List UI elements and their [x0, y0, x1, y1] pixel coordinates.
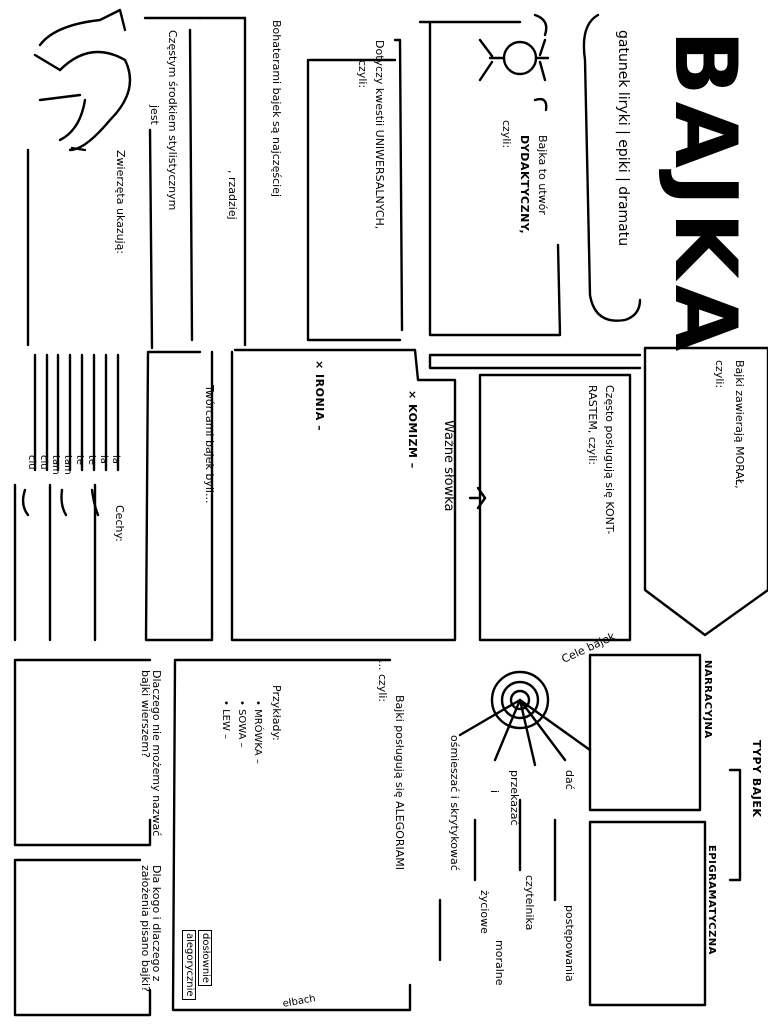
moral-line2: czyli:: [713, 360, 726, 389]
feature-stripe-5: tam: [62, 455, 73, 475]
universal-box: [308, 40, 402, 340]
goal-osmieszac: ośmieszać i skrytykować: [448, 735, 461, 871]
goal-postepowania: postępowania: [563, 905, 576, 982]
goal-przekazac: przekazać: [508, 770, 521, 826]
heroes-line1: Bohaterami bajek są najczęściej: [270, 20, 283, 197]
heroes-line3: Częstym środkiem stylistycznym: [166, 30, 179, 211]
allegory-example-lew: • LEW –: [220, 700, 231, 740]
authors-label: Twórcami bajek byli...: [203, 385, 216, 504]
types-label: TYPY BAJEK: [750, 740, 763, 818]
features-label: Cechy:: [113, 505, 126, 542]
moral-connector: [430, 355, 640, 368]
feature-stripe-3: te: [86, 455, 97, 466]
keywords-label: Ważne słówka: [441, 420, 456, 512]
feature-stripe-6: tam: [50, 455, 61, 475]
bird-doodle: [40, 10, 130, 150]
keyword-ironia: × IRONIA –: [313, 360, 326, 432]
question1-box: [15, 660, 150, 845]
types-bracket: [730, 770, 740, 880]
type-narrative-box: [590, 655, 700, 810]
intro-line2: DYDAKTYCZNY,: [518, 135, 531, 235]
feature-stripe-8: ciu: [26, 455, 37, 470]
heroes-line4: jest: [148, 105, 161, 125]
contrast-line2: RASTEM, czyli:: [586, 385, 599, 466]
allegory-line2: ... czyli:: [376, 660, 389, 703]
goal-i: i: [488, 790, 501, 794]
moral-pennant: [645, 348, 768, 635]
goal-moralne: moralne: [493, 940, 506, 986]
arrow-mark: [470, 488, 485, 508]
allegory-tag-allegorical: alegorycznie: [182, 930, 196, 1000]
keywords-box: [232, 350, 455, 640]
type-epigram-box: [590, 822, 705, 1005]
question-2: Dla kogo i dlaczego z założenia pisano bajki?: [139, 865, 163, 992]
universal-line2: czyli:: [356, 60, 369, 89]
moral-line1: Bajki zawierają MORAŁ,: [733, 360, 746, 489]
heroes-lines: [28, 18, 245, 348]
intro-line3: czyli:: [500, 120, 513, 149]
type-narrative: NARRACYJNA: [702, 660, 713, 739]
contrast-line1: Często posługują się KONT-: [603, 385, 616, 535]
features-stripes: [35, 355, 121, 470]
allegory-line1: Bajki posługują się ALEGORIAMI: [393, 695, 406, 871]
author-signature: ełbach: [281, 993, 317, 1010]
type-epigram: EPIGRAMATYCZNA: [706, 845, 717, 955]
goals-label: Cele bajek: [559, 629, 618, 666]
goal-czytelnika: czytelnika: [523, 875, 536, 931]
features-lines: [15, 485, 95, 640]
feature-stripe-2: la: [98, 455, 109, 464]
target-arrows: [460, 700, 590, 765]
page-title: BAJKA: [655, 30, 755, 358]
feature-stripe-4: te: [74, 455, 85, 466]
allegory-examples-label: Przykłady:: [270, 685, 283, 741]
question-1: Dlaczego nie możemy nazwać bajki wierszem?: [139, 670, 163, 837]
goal-dac: dać: [563, 770, 576, 790]
allegory-example-sowa: • SOWA –: [236, 700, 247, 748]
allegory-example-mrowka: • MRÓWKA –: [252, 700, 263, 764]
stick-figure-head: [504, 42, 536, 74]
universal-line1: Dotyczy kwestii UNIWERSALNYCH,: [373, 40, 386, 230]
question2-box: [15, 860, 150, 1015]
feature-stripe-1: la: [110, 455, 121, 464]
keyword-komizm: × KOMIZM –: [406, 390, 419, 469]
subtitle-bubble: [584, 15, 640, 321]
page-subtitle: gatunek liryki | epiki | dramatu: [615, 30, 631, 247]
allegory-tag-literal: dosłownie: [198, 930, 212, 986]
heroes-line5: Zwierzęta ukazują:: [114, 150, 127, 255]
goal-zyciowe: życiowe: [478, 890, 491, 934]
intro-line1: Bajka to utwór: [536, 135, 549, 215]
heroes-line2: , rzadziej: [226, 170, 239, 220]
feature-stripe-7: ciu: [38, 455, 49, 470]
